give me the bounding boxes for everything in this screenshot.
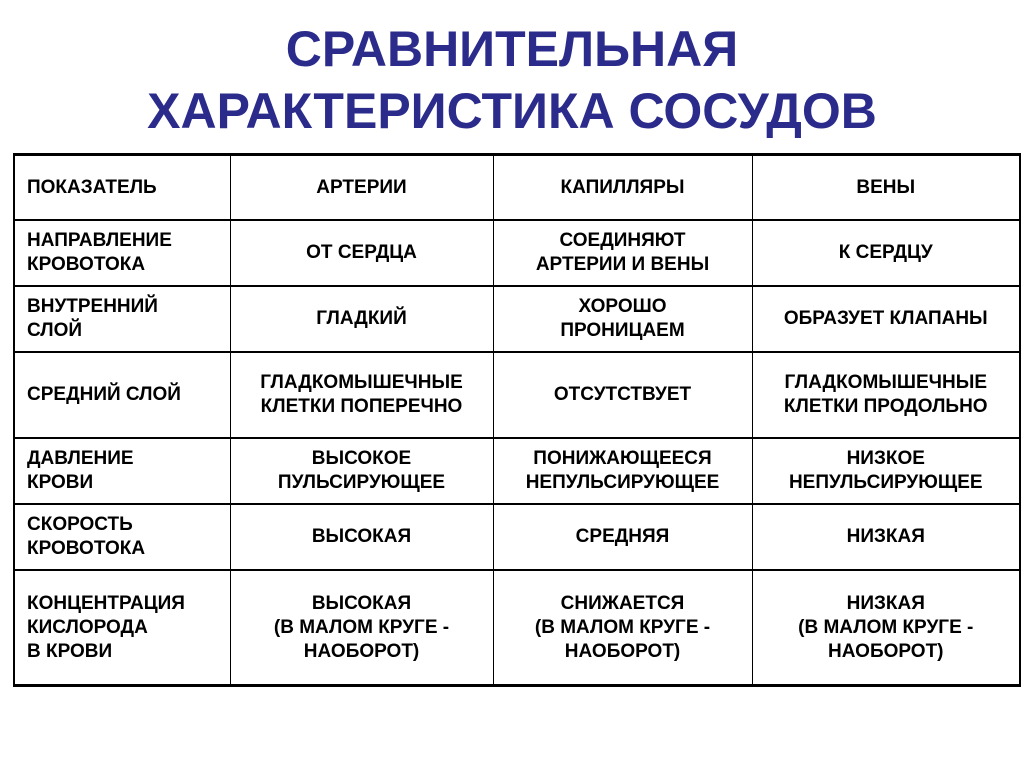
table-row — [14, 438, 1020, 504]
row-param: СРЕДНИЙ СЛОЙ — [14, 352, 230, 438]
title-line-2: ХАРАКТЕРИСТИКА СОСУДОВ — [147, 83, 877, 139]
table-row — [14, 286, 1020, 352]
row-arteries: ГЛАДКИЙ — [230, 286, 493, 352]
row-param: ВНУТРЕННИЙ СЛОЙ — [14, 286, 230, 352]
header-capillaries: КАПИЛЛЯРЫ — [493, 155, 752, 221]
row-veins: ОБРАЗУЕТ КЛАПАНЫ — [752, 286, 1020, 352]
table-row — [14, 504, 1020, 570]
header-veins: ВЕНЫ — [752, 155, 1020, 221]
row-capillaries: СРЕДНЯЯ — [493, 504, 752, 570]
table-row — [14, 570, 1020, 686]
row-arteries: ВЫСОКОЕ ПУЛЬСИРУЮЩЕЕ — [230, 438, 493, 504]
row-param: КОНЦЕНТРАЦИЯ КИСЛОРОДА В КРОВИ — [14, 570, 230, 686]
row-param: ДАВЛЕНИЕ КРОВИ — [14, 438, 230, 504]
slide-title — [0, 18, 1024, 142]
vessel-comparison-table — [13, 153, 1021, 687]
header-param: ПОКАЗАТЕЛЬ — [14, 155, 230, 221]
row-arteries: ВЫСОКАЯ — [230, 504, 493, 570]
row-veins: НИЗКАЯ — [752, 504, 1020, 570]
row-arteries: ГЛАДКОМЫШЕЧНЫЕ КЛЕТКИ ПОПЕРЕЧНО — [230, 352, 493, 438]
header-arteries: АРТЕРИИ — [230, 155, 493, 221]
row-capillaries: ОТСУТСТВУЕТ — [493, 352, 752, 438]
row-capillaries: ПОНИЖАЮЩЕЕСЯ НЕПУЛЬСИРУЮЩЕЕ — [493, 438, 752, 504]
row-capillaries: ХОРОШО ПРОНИЦАЕМ — [493, 286, 752, 352]
row-capillaries: СНИЖАЕТСЯ (В МАЛОМ КРУГЕ - НАОБОРОТ) — [493, 570, 752, 686]
row-arteries: ОТ СЕРДЦА — [230, 220, 493, 286]
row-veins: НИЗКОЕ НЕПУЛЬСИРУЮЩЕЕ — [752, 438, 1020, 504]
row-veins: ГЛАДКОМЫШЕЧНЫЕ КЛЕТКИ ПРОДОЛЬНО — [752, 352, 1020, 438]
table-row — [14, 352, 1020, 438]
row-veins: НИЗКАЯ (В МАЛОМ КРУГЕ - НАОБОРОТ) — [752, 570, 1020, 686]
table-row — [14, 220, 1020, 286]
row-arteries: ВЫСОКАЯ (В МАЛОМ КРУГЕ - НАОБОРОТ) — [230, 570, 493, 686]
row-veins: К СЕРДЦУ — [752, 220, 1020, 286]
row-param: СКОРОСТЬ КРОВОТОКА — [14, 504, 230, 570]
row-param: НАПРАВЛЕНИЕ КРОВОТОКА — [14, 220, 230, 286]
row-capillaries: СОЕДИНЯЮТ АРТЕРИИ И ВЕНЫ — [493, 220, 752, 286]
table-header-row — [14, 155, 1020, 221]
title-line-1: СРАВНИТЕЛЬНАЯ — [285, 21, 739, 77]
